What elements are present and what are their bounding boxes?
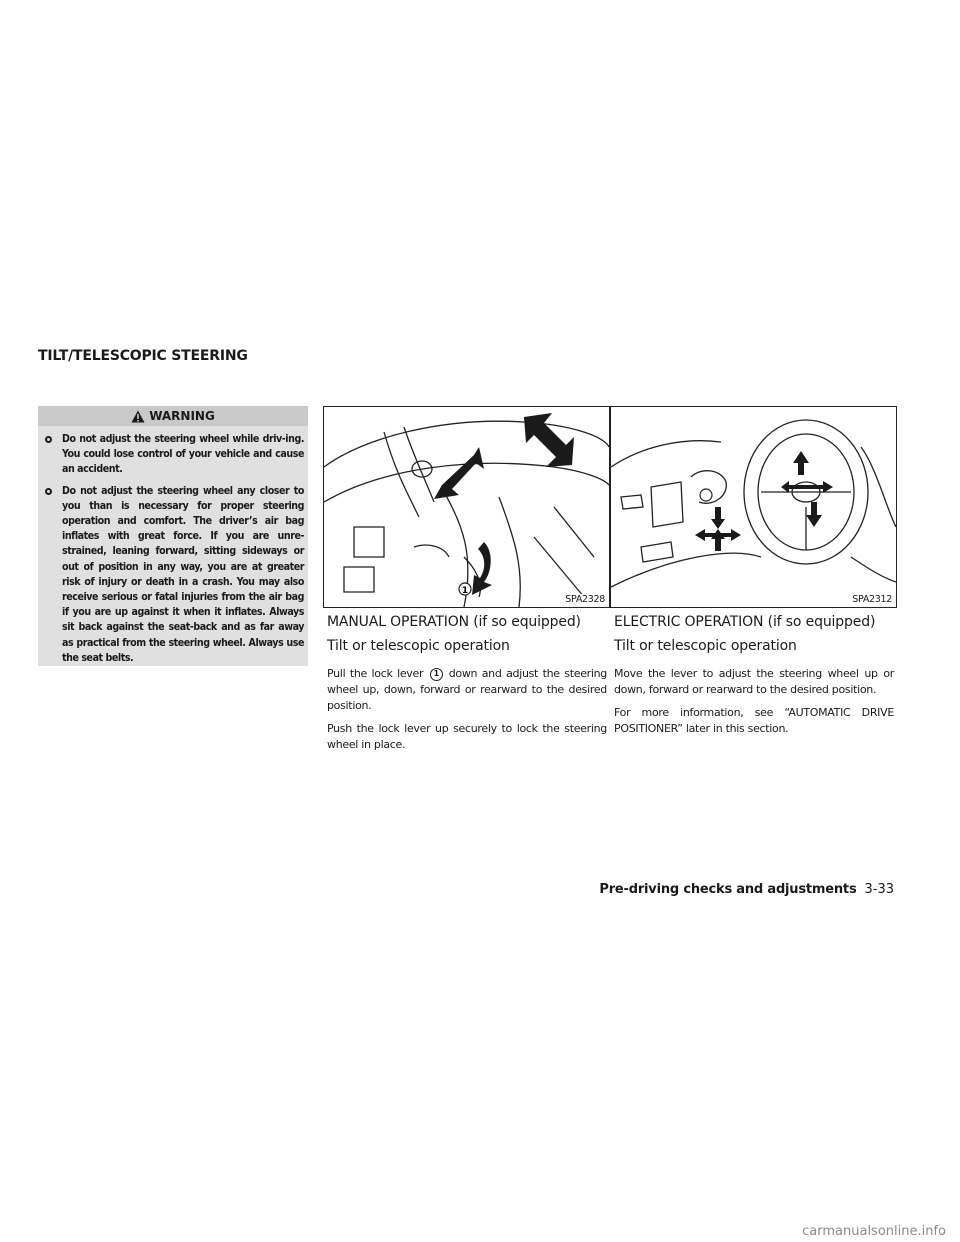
manual-para1-after: down and adjust the steering wheel up, down, forward or rearward to the desired position. [327,667,607,712]
warning-box [38,406,308,666]
section-title: TILT/TELESCOPIC STEERING [38,348,248,364]
callout-1-label: 1 [461,586,469,596]
warning-triangle-icon [131,410,145,423]
warning-item [42,484,304,666]
warning-header [38,406,308,426]
watermark: carmanualsonline.info [802,1224,946,1239]
warning-item-text: Do not adjust the steering wheel any closer to you than is necessary for proper steering operation and comfort. The driver’s air bag inflates with great force. If you are unre-strained, leaning forward, sitting sideways or out of position in any way, you are at greater risk of injury or death in a crash. You may also receive serious or fatal injuries from the air bag if you are up against it when it inflates. Always sit back against the seat-back and as far away as practical from the steering wheel. Always use the seat belts. [62,484,304,664]
warning-heading: WARNING [149,409,215,423]
electric-steering-figure [610,406,897,608]
warning-item [42,432,304,478]
manual-heading: MANUAL OPERATION (if so equipped) [327,614,581,630]
page-footer [599,882,894,897]
bullet-icon [45,488,52,495]
page-number: 3-33 [864,882,894,897]
warning-item-text: Do not adjust the steering wheel while driv-ing. You could lose control of your vehicle and cause an accident. [62,433,304,476]
manual-paragraph-1 [327,666,607,714]
electric-paragraph-1: Move the lever to adjust the steering wheel up or down, forward or rearward to the desired position. [614,667,894,696]
footer-chapter: Pre-driving checks and adjustments [599,882,857,897]
manual-steering-figure [323,406,610,608]
figure-code: SPA2328 [565,594,605,605]
electric-heading: ELECTRIC OPERATION (if so equipped) [614,614,876,630]
manual-operation-section [327,614,607,760]
electric-paragraph-2: For more information, see “AUTOMATIC DRIVE POSITIONER” later in this section. [614,706,894,735]
electric-steering-illustration [611,407,896,607]
warning-list [38,426,308,666]
electric-subheading: Tilt or telescopic operation [614,638,797,654]
callout-1-icon: 1 [430,668,443,681]
manual-paragraph-2: Push the lock lever up securely to lock the steering wheel in place. [327,722,607,751]
manual-para1-before: Pull the lock lever [327,667,424,680]
electric-operation-section [614,614,894,744]
figure-code: SPA2312 [852,594,892,605]
manual-subheading: Tilt or telescopic operation [327,638,510,654]
bullet-icon [45,436,52,443]
manual-steering-illustration [324,407,609,607]
